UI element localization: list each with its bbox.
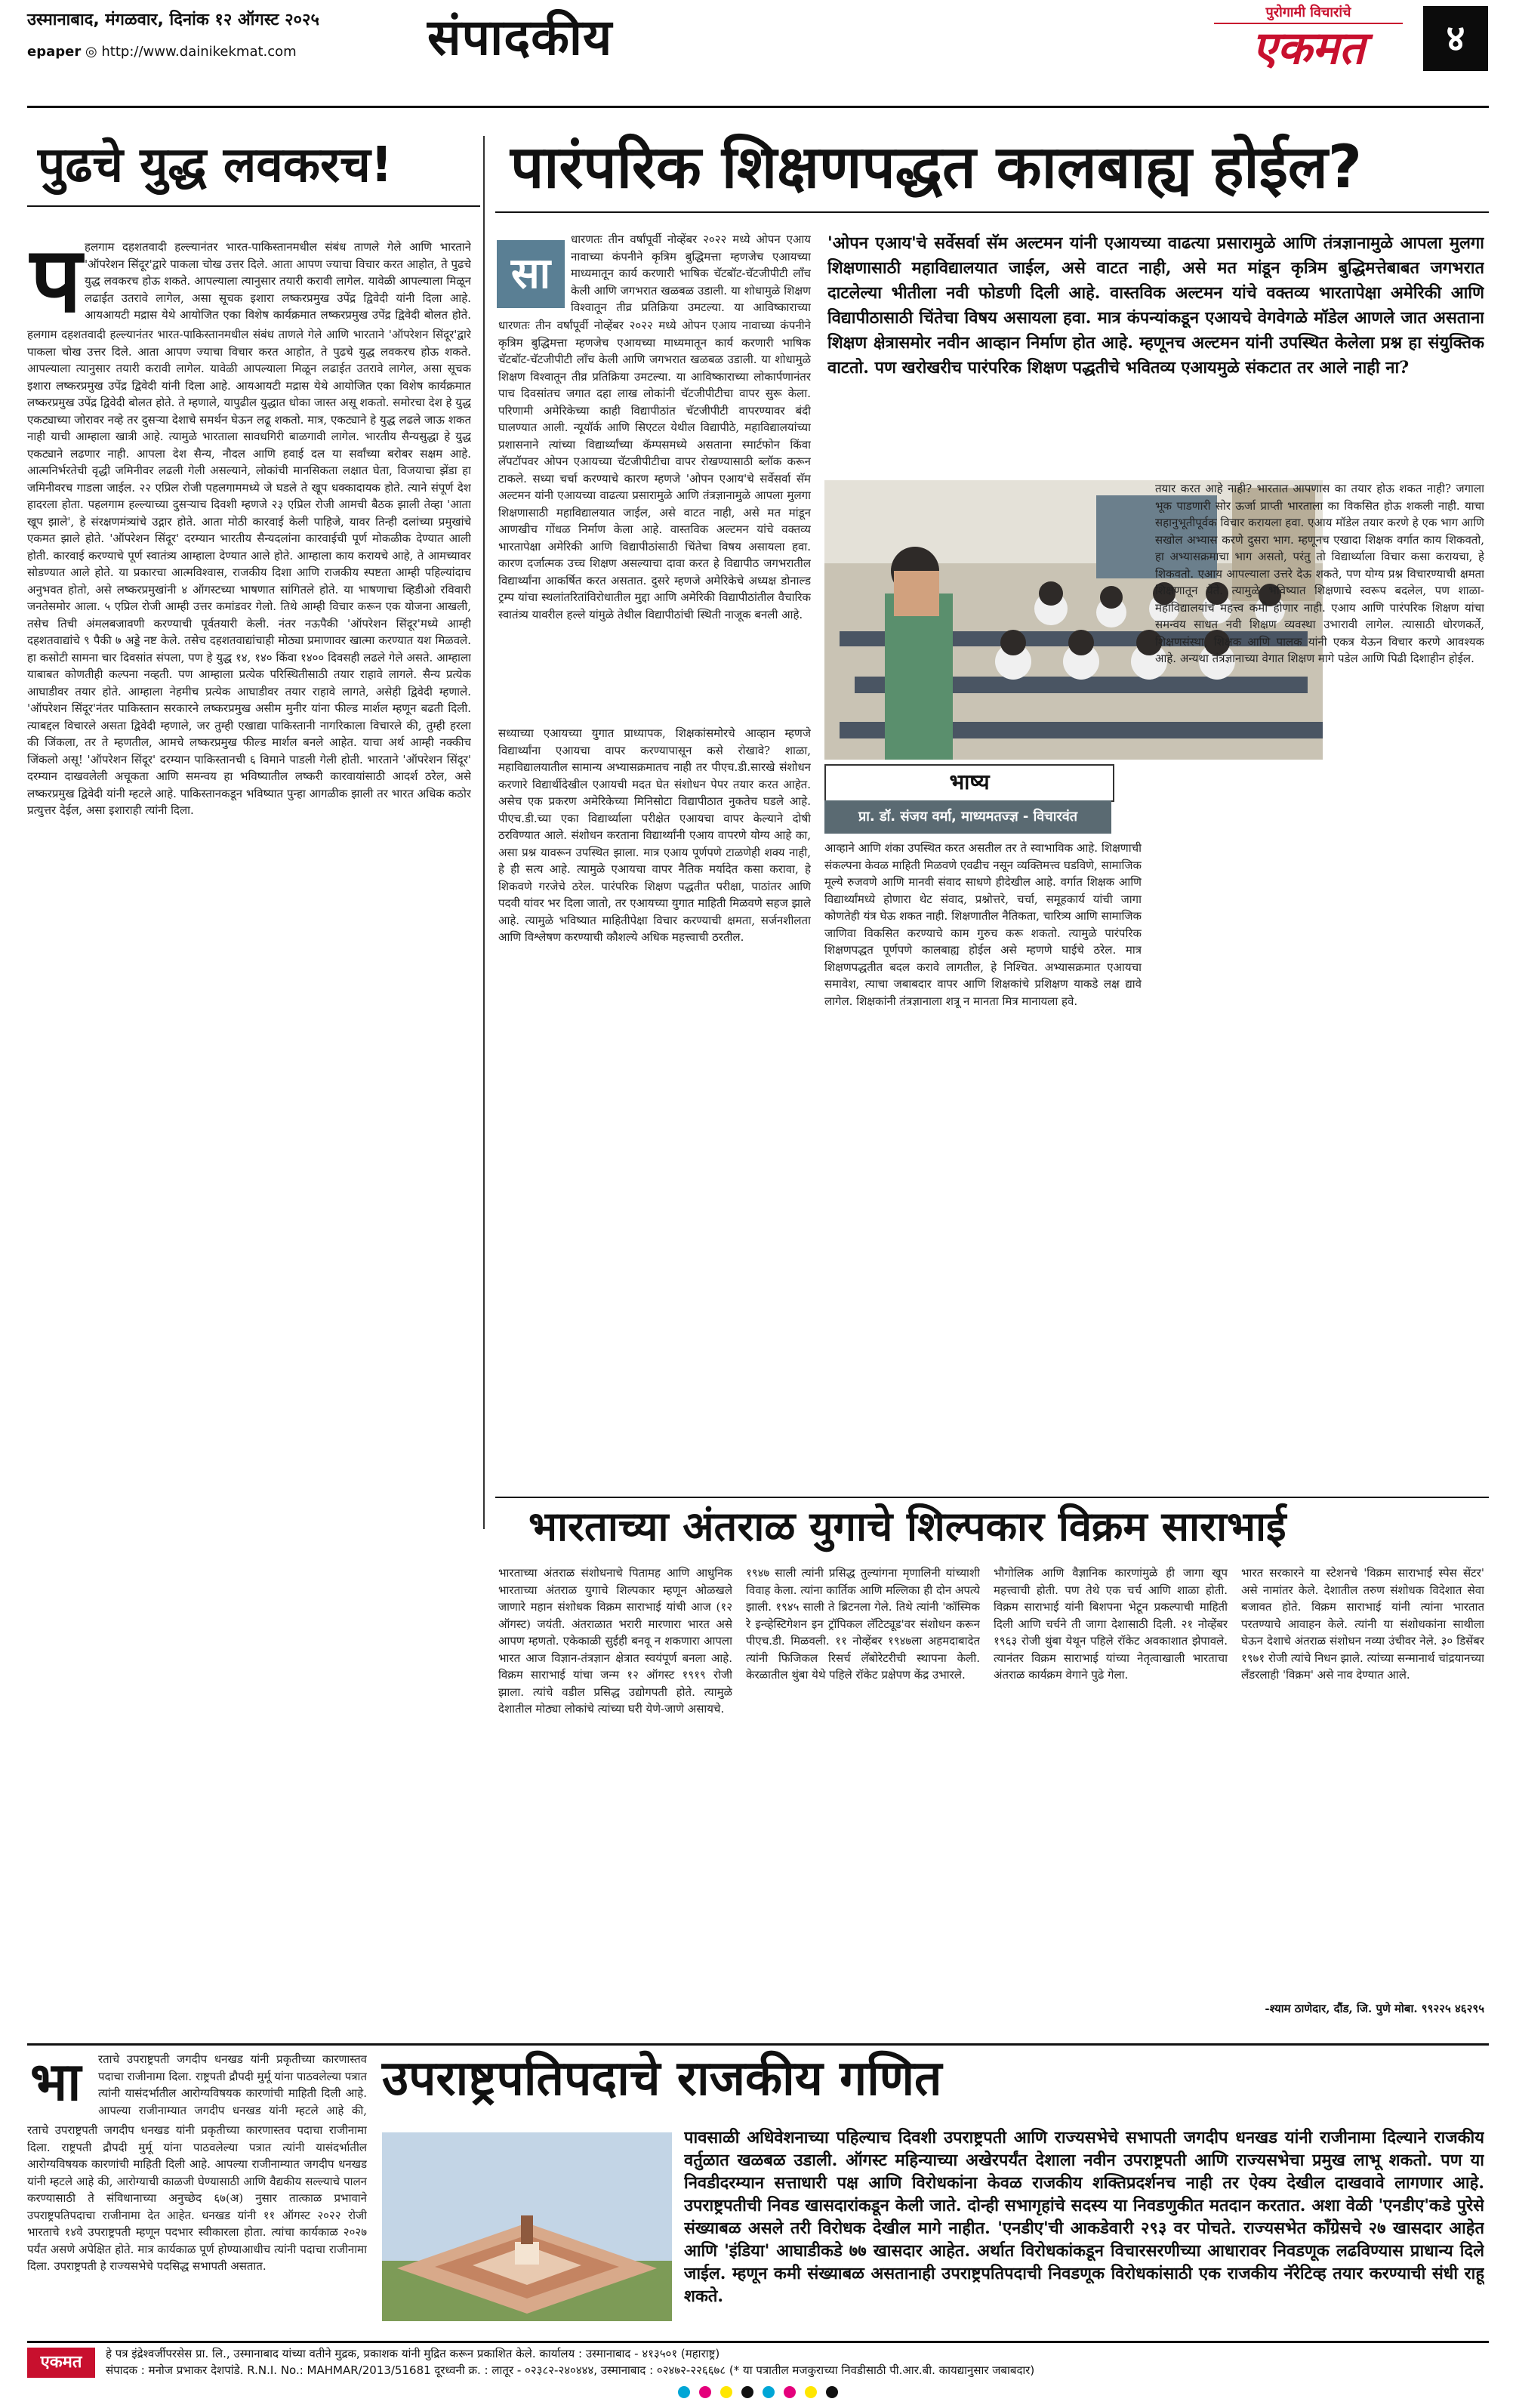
lead-byline: प्रा. डॉ. संजय वर्मा, माध्यमतज्ज्ञ - विचारवंत [824,800,1111,834]
globe-icon: ◎ [85,44,102,60]
vp-leftcol-top: रताचे उपराष्ट्रपती जगदीप धनखड यांनी प्रकृतीच्या कारणास्तव पदाचा राजीनामा दिला. राष्ट्रपती द्रौपदी मुर्मू यांना पाठवलेल्या पत्रात त्यांनी यासंदर्भातील आरोग्यविषयक कारणांची माहिती दिली आहे. आपल्या राजीनाम्यात जगदीप धनखड यांनी म्हटले आहे की, [98,2052,367,2117]
editorial-rule [27,205,480,207]
section-title: संपादकीय [427,8,613,66]
lead-intro: 'ओपन एआय'चे सर्वेसर्वा सॅम अल्टमन यांनी एआयच्या वाढत्या प्रसारामुळे आणि तंत्रज्ञानामुळे आपला मुलगा शिक्षणासाठी महाविद्यालयात जाईल, असे वाटत नाही, असे मत मांडून कृत्रिम बुद्धिमत्तेबाबत जगभरात दाटलेल्या भीतीला नवी फोडणी दिली आहे. वास्तविक अल्टमन यांचे वक्तव्य भारतापेक्षा अमेरिकी आणि विद्यापीठासाठी चिंतेचा विषय असायला हवा. मात्र कंपन्यांकडून एआयचे वेगवेगळे मॉडेल आणले जात असताना शिक्षण क्षेत्रासमोर नवीन आव्हान निर्माण होत आहे. म्हणूनच अल्टमन यांनी उपस्थित केलेला प्रश्न हा संयुक्तिक वाटतो. पण खरोखरीच पारंपरिक शिक्षण पद्धतीचे भवितव्य एआयमुळे संकटात तर आले नाही ना? [827,233,1484,378]
dateline: उस्मानाबाद, मंगळवार, दिनांक १२ ऑगस्ट २०२५ [27,11,319,29]
imprint-footer [27,2341,1489,2381]
vp-leftcol: रताचे उपराष्ट्रपती जगदीप धनखड यांनी प्रकृतीच्या कारणास्तव पदाचा राजीनामा दिला. राष्ट्रपती द्रौपदी मुर्मू यांना पाठवलेल्या पत्रात त्यांनी यासंदर्भातील आरोग्यविषयक कारणांची माहिती दिली आहे. आपल्या राजीनाम्यात जगदीप धनखड यांनी म्हटले आहे की, आरोग्याची काळजी घेण्यासाठी आणि वैद्यकीय सल्ल्याचे पालन करण्यासाठी ते संविधानाच्या अनुच्छेद ६७(अ) नुसार तात्काळ प्रभावाने उपराष्ट्रपतिपदाचा राजीनामा देत आहेत. धनखड यांनी ११ ऑगस्ट २०२२ रोजी भारताचे १४वे उपराष्ट्रपती म्हणून पदभार स्वीकारला होता. त्यांचा कार्यकाळ २०२७ पर्यंत असणे अपेक्षित होते. मात्र कार्यकाळ पूर्ण होण्याआधीच त्यांनी पदाचा राजीनामा दिला. उपराष्ट्रपती हे राज्यसभेचे पदसिद्ध सभापती असतात. [27,2123,367,2273]
editorial-divider [483,136,485,1529]
lead-col1: धारणतः तीन वर्षांपूर्वी नोव्हेंबर २०२२ मध्ये ओपन एआय नावाच्या कंपनीने कृत्रिम बुद्धिमत्ता म्हणजेच एआयच्या माध्यमातून कार्य करणारी भाषिक चॅटबॉट-चॅटजीपीटी लाँच केली आणि जगभरात खळबळ उडाली. या शोधामुळे शिक्षण विश्वातून तीव्र प्रतिक्रिया उमटल्या. या आविष्काराच्या लोकार्पणानंतर पाच दिवसांतच जगात दहा लाख लोकांनी चॅटजीपीटीचा वापर सुरू केला. परिणामी अमेरिकेच्या काही विद्यापीठांत चॅटजीपीटी वापरण्यावर बंदी घालण्यात आली. न्यूयॉर्क आणि सिएटल येथील विद्यापीठे, महाविद्यालयांच्या प्रशासनाने त्यांच्या विद्यार्थ्यांच्या कॅम्पसमध्ये असताना स्मार्टफोन किंवा लॅपटॉपवर ओपन एआयच्या चॅटजीपीटीचा वापर रोखण्यासाठी ब्लॉक करून टाकले. सध्या चर्चा करण्याचे कारण म्हणजे 'ओपन एआय'चे सर्वेसर्वा सॅम अल्टमन यांनी एआयच्या वाढत्या प्रसारामुळे आणि तंत्रज्ञानामुळे आपला मुलगा शिक्षणासाठी महाविद्यालयात जाईल, असे वाटत नाही, असे मत मांडून आणखीच गोंधळ निर्माण केला आहे. वास्तविक अल्टमन यांचे वक्तव्य भारतापेक्षा अमेरिकी आणि विद्यापीठांसाठी चिंतेचा विषय असायला हवा. कारण दर्जात्मक उच्च शिक्षण असल्याचा दावा करत हे विद्यापीठ जगभरातील विद्यार्थ्यांना आकर्षित करत असतात. दुसरे म्हणजे अमेरिकेचे अध्यक्ष डोनाल्ड ट्रम्प यांचा स्थलांतरितांविरोधातील मुद्दा आणि अमेरिकी विद्यापीठांतील वैचारिक स्वातंत्र्य यावरील हल्ले यांमुळे तेथील विद्यापीठांची स्थिती नाजूक बनली आहे. [498,319,811,621]
footer-logo: एकमत [27,2348,95,2378]
masthead-rule [27,106,1489,108]
vikram-headline: भारताच्या अंतराळ युगाचे शिल्पकार विक्रम साराभाई [528,1503,1286,1550]
lead-col2: सध्याच्या एआयच्या युगात प्राध्यापक, शिक्षकांसमोरचे आव्हान म्हणजे विद्यार्थ्यांना एआयचा वापर करण्यापासून कसे रोखावे? शाळा, महाविद्यालयातील सामान्य अभ्यासक्रमातच नाही तर पीएच.डी.सारखे संशोधन करणारे विद्यार्थीदेखील एआयची मदत घेत संशोधन पेपर तयार करत आहेत. असेच एक प्रकरण अमेरिकेच्या मिनिसोटा विद्यापीठात नुकतेच घडले आहे. पीएच.डी.च्या एका विद्यार्थ्याला परीक्षेत एआयचा वापर केल्याने दोषी ठरविण्यात आले. संशोधन करताना विद्यार्थ्यांनी एआय वापरणे योग्य आहे का, असा प्रश्न यावरून उपस्थित झाला. मात्र एआय पूर्णपणे टाळणेही शक्य नाही, हे ही सत्य आहे. त्यामुळे एआयचा वापर नैतिक मर्यादेत कसा करावा, हे शिकवणे गरजेचे ठरेल. पारंपरिक शिक्षण पद्धतीत परीक्षा, पाठांतर आणि पदवी यांवर भर दिला जातो, तर एआयच्या युगात माहिती मिळवणे सहज झाले आहे. त्यामुळे भविष्यात माहितीपेक्षा विचार करण्याची क्षमता, सर्जनशीलता आणि विश्लेषण करण्याची कौशल्ये अधिक महत्त्वाची ठरतील. [498,726,811,944]
lead-rule [495,211,1489,213]
lead-col3: आव्हाने आणि शंका उपस्थित करत असतील तर ते स्वाभाविक आहे. शिक्षणाची संकल्पना केवळ माहिती मिळवणे एवढीच नसून व्यक्तिमत्त्व घडविणे, सामाजिक मूल्ये रुजवणे आणि मानवी संवाद साधणे हीदेखील आहे. वर्गात शिक्षक आणि विद्यार्थ्यांमध्ये होणारा थेट संवाद, प्रश्नोत्तरे, चर्चा, समूहकार्य यांची जागा कोणतेही यंत्र घेऊ शकत नाही. शिक्षणातील नैतिकता, चारित्र्य आणि सामाजिक जाणिवा विकसित करण्याचे काम गुरुच करू शकतो. त्यामुळे पारंपरिक शिक्षणपद्धत पूर्णपणे कालबाह्य होईल असे म्हणणे घाईचे ठरेल. मात्र शिक्षणपद्धतीत बदल करावे लागतील, हे निश्चित. अभ्यासक्रमात एआयचा समावेश, त्याचा जबाबदार वापर आणि शिक्षकांचे प्रशिक्षण याकडे लक्ष द्यावे लागेल. शिक्षकांनी तंत्रज्ञानाला शत्रू न मानता मित्र मानायला हवे. [824,841,1142,1008]
epaper-label: epaper [27,44,82,60]
vikram-top-rule [495,1497,1489,1498]
vikram-col1: भारताच्या अंतराळ संशोधनाचे पितामह आणि आधुनिक भारताच्या अंतराळ युगाचे शिल्पकार म्हणून ओळखले जाणारे महान संशोधक विक्रम साराभाई यांची आज (१२ ऑगस्ट) जयंती. अंतराळात भरारी मारणारा भारत असे आपण म्हणतो. एकेकाळी सुईही बनवू न शकणारा आपला भारत आज विज्ञान-तंत्रज्ञान क्षेत्रात स्वयंपूर्ण बनला आहे. विक्रम साराभाई यांचा जन्म १२ ऑगस्ट १९१९ रोजी झाला. त्यांचे वडील प्रसिद्ध उद्योगपती होते. त्यामुळे देशातील मोठ्या लोकांचे त्यांच्या घरी येणे-जाणे असायचे. [498,1566,732,1716]
registration-marks [0,2386,1516,2401]
vikram-col3: भौगोलिक आणि वैज्ञानिक कारणांमुळे ही जागा खूप महत्त्वाची होती. पण तेथे एक चर्च आणि शाळा होती. विक्रम साराभाई यांनी बिशपना भेटून प्रकल्पाची माहिती दिली आणि चर्चने ती जागा देशासाठी दिली. २१ नोव्हेंबर १९६३ रोजी थुंबा येथून पहिले रॉकेट अवकाशात झेपावले. त्यानंतर विक्रम साराभाई यांच्या नेतृत्वाखाली भारताचा अंतराळ कार्यक्रम वेगाने पुढे गेला. [994,1566,1228,1682]
masthead-left [27,8,382,60]
vp-dropcap: भा [30,2051,82,2113]
lead-col1-top: धारणतः तीन वर्षांपूर्वी नोव्हेंबर २०२२ मध्ये ओपन एआय नावाच्या कंपनीने कृत्रिम बुद्धिमत्ता म्हणजेच एआयच्या माध्यमातून कार्य करणारी भाषिक चॅटबॉट-चॅटजीपीटी लाँच केली आणि जगभरात खळबळ उडाली. या शोधामुळे शिक्षण विश्वातून तीव्र प्रतिक्रिया उमटल्या. या आविष्काराच्या [571,233,811,314]
lead-col4: तयार करत आहे नाही? भारतात आपणास का तयार होऊ शकत नाही? जगाला भूक पाडणारी सोर ऊर्जा प्राप्ती भारताला का विकसित होऊ शकली नाही. याचा सहानुभूतीपूर्वक विचार करायला हवा. एआय मॉडेल तयार करणे हे एक भाग आणि सखोल अभ्यास करणे दुसरा भाग. म्हणूनच एखादा शिक्षक वर्गात काय शिकवतो, हा अभ्यासक्रमाचा भाग असतो, परंतु तो विद्यार्थ्याला विचार कसा करायचा, हे शिकवतो. एआय आपल्याला उत्तरे देऊ शकते, पण योग्य प्रश्न विचारण्याची क्षमता शिक्षणातून येते. त्यामुळे भविष्यात शिक्षणाचे स्वरूप बदलेल, पण शाळा-महाविद्यालयांचे महत्त्व कमी होणार नाही. एआय आणि पारंपरिक शिक्षण यांचा समन्वय साधत नवी शिक्षण व्यवस्था उभारावी लागेल. त्यासाठी धोरणकर्ते, शिक्षणसंस्था, शिक्षक आणि पालक यांनी एकत्र येऊन विचार करणे आवश्यक आहे. अन्यथा तंत्रज्ञानाच्या वेगात शिक्षण मागे पडेल आणि पिढी दिशाहीन होईल. [1155,482,1484,665]
vikram-signature: -श्याम ठाणेदार, दौंड, जि. पुणे मोबा. ९९२२५ ४६२९५ [1265,2002,1484,2015]
epaper-link[interactable] [27,44,382,60]
editorial-body: हलगाम दहशतवादी हल्ल्यानंतर भारत-पाकिस्तानमधील संबंध ताणले गेले आणि भारताने 'ऑपरेशन सिंदूर'द्वारे पाकला चोख उत्तर दिले. आता आपण ज्याचा विचार करत आहोत, ते पुढचे युद्ध लवकरच होऊ शकते. आपल्याला त्यानुसार तयारी करावी लागेल. यावेळी आपल्याला मिळून लढाईत उतरावे लागेल, असा सूचक इशारा लष्करप्रमुख उपेंद्र द्विवेदी यांनी दिला आहे. आयआयटी मद्रास येथे आयोजित एका विशेष कार्यक्रमात लष्करप्रमुख उपेंद्र द्विवेदी बोलत होते. ते म्हणाले, यापुढील युद्धात धोका जास्त असू शकतो. समोरचा देश हे युद्ध एकट्याच्या जोरावर नव्हे तर दुसऱ्या देशाचे समर्थन घेऊन लढू शकतो. मात्र, एकट्याने हे युद्ध लढले जाऊ शकत नाही याची आम्हाला खात्री आहे. त्यामुळे भारताला सावधगिरी बाळगावी लागेल. भारतीय सैन्यसुद्धा हे युद्ध एकट्याने लढणार नाही. आपला देश सैन्य, नौदल आणि हवाई दल या सर्वांच्या बरोबर सक्षम आहे. आत्मनिर्भरतेची वृद्धी जमिनीवर लढली गेली असल्याने, लोकांची मानसिकता लक्षात घेता, विजयाचा झेंडा हा जमिनीवरच गाडला जाईल. २२ एप्रिल रोजी पहलगाममध्ये जे घडले ते खूप धक्कादायक होते. त्याने संपूर्ण देश हादरला होता. पहलगाम हल्ल्याच्या दुसऱ्याच दिवशी म्हणजे २३ एप्रिल रोजी आमची बैठक झाली तेव्हा 'आता खूप झाले', हे संरक्षणमंत्र्यांचे उद्गार होते. आता मोठी कारवाई केली पाहिजे, यावर तिन्ही दलांच्या प्रमुखांचे एकमत झाले होते. 'ऑपरेशन सिंदूर' दरम्यान भारतीय सैन्यदलांना कारवाईची पूर्ण मोकळीक देण्यात आली होती. कारवाई करण्याचे पूर्ण स्वातंत्र्य आम्हाला देण्यात आले होते. आम्हाला काय करायचे आहे, ते आमच्यावर सोडण्यात आले होते. या प्रकारचा आत्मविश्वास, राजकीय दिशा आणि राजकीय स्पष्टता आम्ही पहिल्यांदाच अनुभवत होतो, असे लष्करप्रमुखांनी ४ ऑगस्टच्या भाषणात सांगितले होते. या भाषणाचा व्हिडीओ रविवारी जनतेसमोर आला. ५ एप्रिल रोजी आम्ही उत्तर कमांडवर गेलो. तिथे आम्ही विचार करून एक योजना आखली, तसेच तिची अंमलबजावणी करण्याची पूर्वतयारी केली. नंतर नऊपैकी 'ऑपरेशन सिंदूर'मध्ये आम्ही दहशतवाद्यांचे ९ पैकी ७ अड्डे नष्ट केले. तसेच दहशतवाद्यांचाही मोठ्या प्रमाणावर खात्मा करण्यात यश मिळवले. हा कसोटी सामना चार दिवसांत संपला, पण हे युद्ध १४, १४० किंवा १४०० दिवसही लढले गेले असते. आम्हाला याबाबत कोणतीही कल्पना नव्हती. पण आम्हाला प्रत्येक परिस्थितीसाठी तयार राहावे लागले. सैन्य प्रत्येक आघाडीवर तयार होते. आम्हाला नेहमीच प्रत्येक आघाडीवर तयार राहावे लागते, असेही द्विवेदी म्हणाले. 'ऑपरेशन सिंदूर'नंतर पाकिस्तान सरकारने लष्करप्रमुख असीम मुनीर यांना फील्ड मार्शल म्हणून बढती दिली. त्याबद्दल विचारले असता द्विवेदी म्हणाले, जर तुम्ही एखाद्या पाकिस्तानी नागरिकाला विचारले की, तुम्ही हरला की जिंकला, तर ते म्हणतील, आमचे लष्करप्रमुख फील्ड मार्शल बनले आहेत. याचा अर्थ आम्ही नक्कीच जिंकलो असू! 'ऑपरेशन सिंदूर' दरम्यान पाकिस्तानची ६ विमाने पाडली गेली होती. भारताने 'ऑपरेशन सिंदूर' दरम्यान दाखवलेली अचूकता आणि समन्वय हा भविष्यातील लष्करी कारवायांसाठी आदर्श ठरेल, असे लष्करप्रमुख द्विवेदी यांनी म्हटले आहे. पाकिस्तानकडून भविष्यात पुन्हा आगळीक झाली तर भारत अधिक कठोर प्रत्युत्तर देईल, असा इशाराही त्यांनी दिला. [27,328,471,817]
lead-headline: पारंपरिक शिक्षणपद्धत कालबाह्य होईल? [510,134,1362,202]
vikram-col4: भारत सरकारने या स्टेशनचे 'विक्रम साराभाई स्पेस सेंटर' असे नामांतर केले. देशातील तरुण संशोधक विदेशात सेवा बजावत होते. विक्रम साराभाई यांनी त्यांना भारतात परतण्याचे आवाहन केले. त्यांनी या संशोधकांना साथीला घेऊन देशाचे अंतराळ संशोधन नव्या उंचीवर नेले. ३० डिसेंबर १९७१ रोजी त्यांचे निधन झाले. त्यांच्या सन्मानार्थ चांद्रयानच्या लँडरलाही 'विक्रम' असे नाव देण्यात आले. [1241,1566,1484,1682]
lead-column-label: भाष्य [824,764,1114,802]
parliament-photo [382,2132,672,2321]
editorial-body-top: हलगाम दहशतवादी हल्ल्यानंतर भारत-पाकिस्तानमधील संबंध ताणले गेले आणि भारताने 'ऑपरेशन सिंदूर'द्वारे पाकला चोख उत्तर दिले. आता आपण ज्याचा विचार करत आहोत, ते पुढचे युद्ध लवकरच होऊ शकते. आपल्याला त्यानुसार तयारी करावी लागेल. यावेळी आपल्याला मिळून लढाईत उतरावे लागेल, असा सूचक इशारा लष्करप्रमुख उपेंद्र द्विवेदी यांनी दिला आहे. आयआयटी मद्रास येथे आयोजित एका विशेष कार्यक्रमात लष्करप्रमुख उपेंद्र द्विवेदी बोलत होते. [85,240,471,322]
paper-tagline: पुरोगामी विचारांचे [1214,3,1403,24]
vp-intro: पावसाळी अधिवेशनाच्या पहिल्याच दिवशी उपराष्ट्रपती आणि राज्यसभेचे सभापती जगदीप धनखड यांनी राजीनामा दिल्याने राजकीय वर्तुळात खळबळ उडाली. ऑगस्ट महिन्याच्या अखेरपर्यंत देशाला नवीन उपराष्ट्रपती आणि राज्यसभेचा प्रमुख लाभू शकतो. पण या निवडीदरम्यान सत्ताधारी पक्ष आणि विरोधकांना केवळ राजकीय शक्तिप्रदर्शनच नाही तर ऐक्य देखील दाखवावे लागणार आहे. उपराष्ट्रपतीची निवड खासदारांकडून केली जाते. दोन्ही सभागृहांचे सदस्य या निवडणुकीत मतदान करतात. अशा वेळी 'एनडीए'कडे पुरेसे संख्याबळ असले तरी विरोधक देखील मागे नाहीत. 'एनडीए'ची आकडेवारी २९३ वर पोचते. राज्यसभेत काँग्रेसचे २७ खासदार आहेत आणि 'इंडिया' आघाडीकडे ७७ खासदार आहेत. अर्थात विरोधकांकडून विचारसरणीच्या आधारावर निवडणूक लढविण्यास प्राधान्य दिले जाईल. म्हणून कमी संख्याबळ असतानाही उपराष्ट्रपतिपदाची निवडणूक विरोधकांसाठी एक राजकीय नॅरेटिव्ह तयार करण्याची संधी राहू शकते. [684,2128,1484,2306]
editorial-headline: पुढचे युद्ध लवकरच! [38,137,393,193]
editorial-dropcap: प [30,228,82,333]
footer-line2: संपादक : मनोज प्रभाकर देशपांडे. R.N.I. No.: MAHMAR/2013/51681 दूरध्वनी क्र. : लातूर - ०२३८२-२४०४४४, उस्मानाबाद : ०२४७२-२२६६७८ (* या पत्रातील मजकुराच्या निवडीसाठी पी.आर.बी. कायद्यानुसार जबाबदार) [106,2363,1035,2377]
vp-headline: उपराष्ट्रपतिपदाचे राजकीय गणित [382,2051,942,2107]
vp-top-rule [27,2043,1489,2046]
footer-line1: हे पत्र इंद्रेश्वर्जीपरसेस प्रा. लि., उस्मानाबाद यांच्या वतीने मुद्रक, प्रकाशक यांनी मुद्रित करून प्रकाशित केले. कार्यालय : उस्मानाबाद - ४१३५०१ (महाराष्ट्र) [106,2347,720,2360]
vikram-col2: १९४७ साली त्यांनी प्रसिद्ध तुल्यांगना मृणालिनी यांच्याशी विवाह केला. त्यांना कार्तिक आणि मल्लिका ही दोन अपत्ये झाली. १९४५ साली ते ब्रिटनला गेले. तिथे त्यांनी 'कॉस्मिक रे इन्व्हेस्टिगेशन इन ट्रॉपिकल लॅटिट्यूड'वर संशोधन करून पीएच.डी. मिळवली. ११ नोव्हेंबर १९४७ला अहमदाबादेत त्यांनी फिजिकल रिसर्च लॅबोरेटरीची स्थापना केली. केरळातील थुंबा येथे पहिले रॉकेट प्रक्षेपण केंद्र उभारले. [746,1566,980,1682]
paper-name: एकमत [1252,22,1365,75]
website-url[interactable]: http://www.dainikekmat.com [101,44,297,60]
paper-logo [1214,3,1403,79]
page-number: ४ [1423,6,1488,71]
lead-dropcap: सा [497,240,565,308]
